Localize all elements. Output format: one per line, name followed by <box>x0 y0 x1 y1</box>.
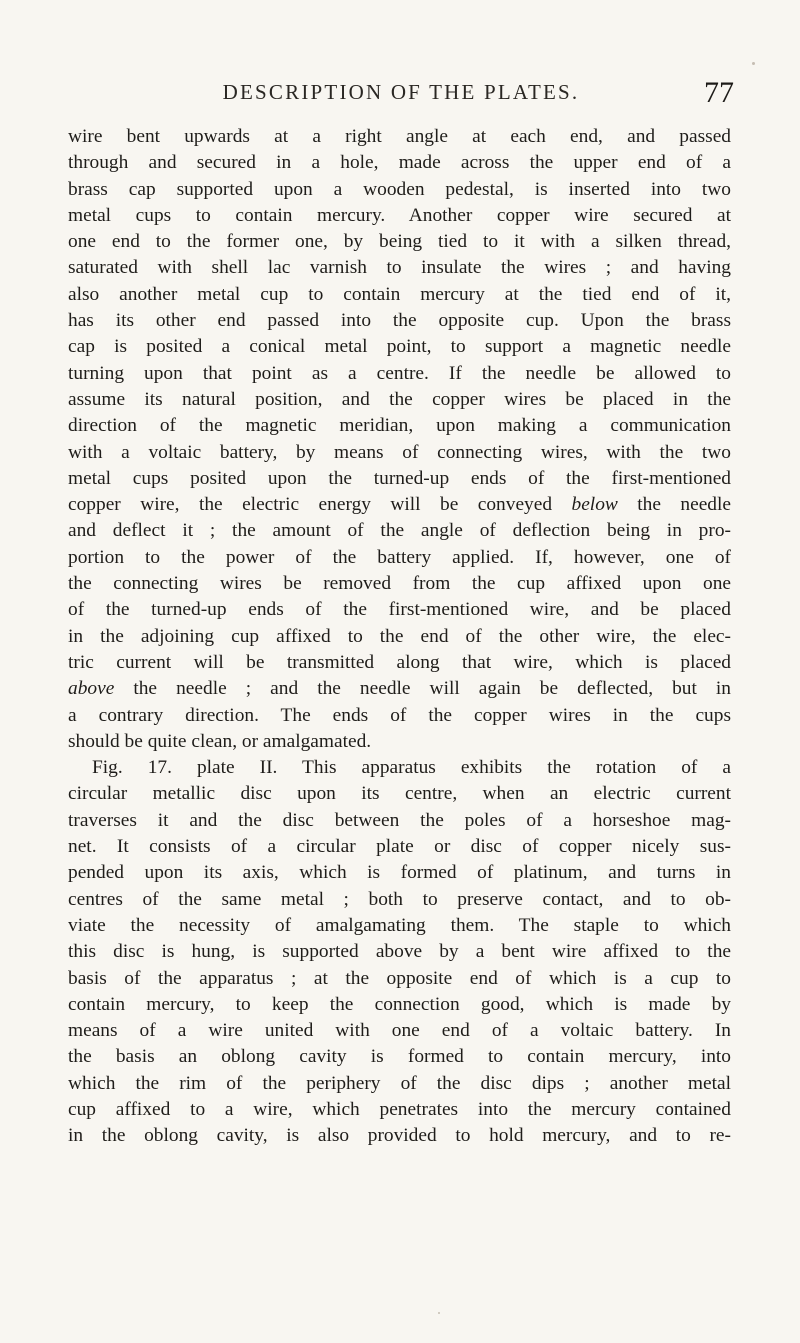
text-line: cup affixed to a wire, which penetrates into the mercury contained <box>68 1098 731 1120</box>
text-line: basis of the apparatus ; at the opposite end of which is a cup to <box>68 967 731 989</box>
text-line: with a voltaic battery, by means of connecting wires, with the two <box>68 441 731 463</box>
italic-word: above <box>68 678 115 700</box>
text-line: saturated with shell lac varnish to insulate the wires ; and having <box>68 257 731 279</box>
paper-speck <box>752 62 755 65</box>
text-line: pended upon its axis, which is formed of platinum, and turns in <box>68 862 731 884</box>
text-line: and deflect it ; the amount of the angle of deflection being in pro- <box>68 520 731 542</box>
text-line: a contrary direction. The ends of the copper wires in the cups <box>68 704 731 726</box>
text-line: turning upon that point as a centre. If the needle be allowed to <box>68 362 731 384</box>
text-line: means of a wire united with one end of a voltaic battery. In <box>68 1020 731 1042</box>
text-line: also another metal cup to contain mercury at the tied end of it, <box>68 283 731 305</box>
text-line: in the adjoining cup affixed to the end of the other wire, the elec- <box>68 625 731 647</box>
page-number: 77 <box>704 76 734 109</box>
italic-word: below <box>571 494 618 516</box>
text-line: circular metallic disc upon its centre, when an electric current <box>68 783 731 805</box>
text-line: cap is posited a conical metal point, to support a magnetic needle <box>68 336 731 358</box>
paper-speck <box>438 1312 440 1314</box>
running-head: DESCRIPTION OF THE PLATES. <box>222 80 580 104</box>
text-line: metal cups posited upon the turned-up ends of the first-mentioned <box>68 467 731 489</box>
text-line: which the rim of the periphery of the disc dips ; another metal <box>68 1072 731 1094</box>
text-line: net. It consists of a circular plate or disc of copper nicely sus- <box>68 836 731 858</box>
text-line: through and secured in a hole, made across the upper end of a <box>68 152 731 174</box>
text-line: centres of the same metal ; both to preserve contact, and to ob- <box>68 888 731 910</box>
text-line: portion to the power of the battery applied. If, however, one of <box>68 546 731 568</box>
text-line-with-italic: copper wire, the electric energy will be conveyed below the needle <box>68 494 731 516</box>
text-line: the basis an oblong cavity is formed to contain mercury, into <box>68 1046 731 1068</box>
text-line: of the turned-up ends of the first-mentioned wire, and be placed <box>68 599 731 621</box>
text-line: this disc is hung, is supported above by a bent wire affixed to the <box>68 941 731 963</box>
text-line: viate the necessity of amalgamating them. The staple to which <box>68 914 731 936</box>
text-line: brass cap supported upon a wooden pedestal, is inserted into two <box>68 178 731 200</box>
paragraph-2 <box>68 755 731 1149</box>
text-line: traverses it and the disc between the poles of a horseshoe mag- <box>68 809 731 831</box>
text-line: should be quite clean, or amalgamated. <box>68 730 372 752</box>
text-line: the connecting wires be removed from the cup affixed upon one <box>68 573 731 595</box>
text-line: assume its natural position, and the copper wires be placed in the <box>68 388 731 410</box>
page-header <box>68 76 734 116</box>
text-line: direction of the magnetic meridian, upon making a communication <box>68 415 731 437</box>
text-line: wire bent upwards at a right angle at each end, and passed <box>68 126 731 147</box>
page-body <box>68 124 731 1150</box>
text-line: one end to the former one, by being tied to it with a silken thread, <box>68 231 731 253</box>
text-line: metal cups to contain mercury. Another copper wire secured at <box>68 204 731 226</box>
text-line: tric current will be transmitted along that wire, which is placed <box>68 651 731 673</box>
text-line: in the oblong cavity, is also provided to hold mercury, and to re- <box>68 1125 731 1147</box>
paragraph-1 <box>68 124 731 755</box>
text-line: contain mercury, to keep the connection good, which is made by <box>68 993 731 1015</box>
text-line-with-italic: above the needle ; and the needle will again be deflected, but in <box>68 678 731 700</box>
text-line: has its other end passed into the opposite cup. Upon the brass <box>68 310 731 332</box>
text-line: Fig. 17. plate II. This apparatus exhibits the rotation of a <box>92 757 731 779</box>
